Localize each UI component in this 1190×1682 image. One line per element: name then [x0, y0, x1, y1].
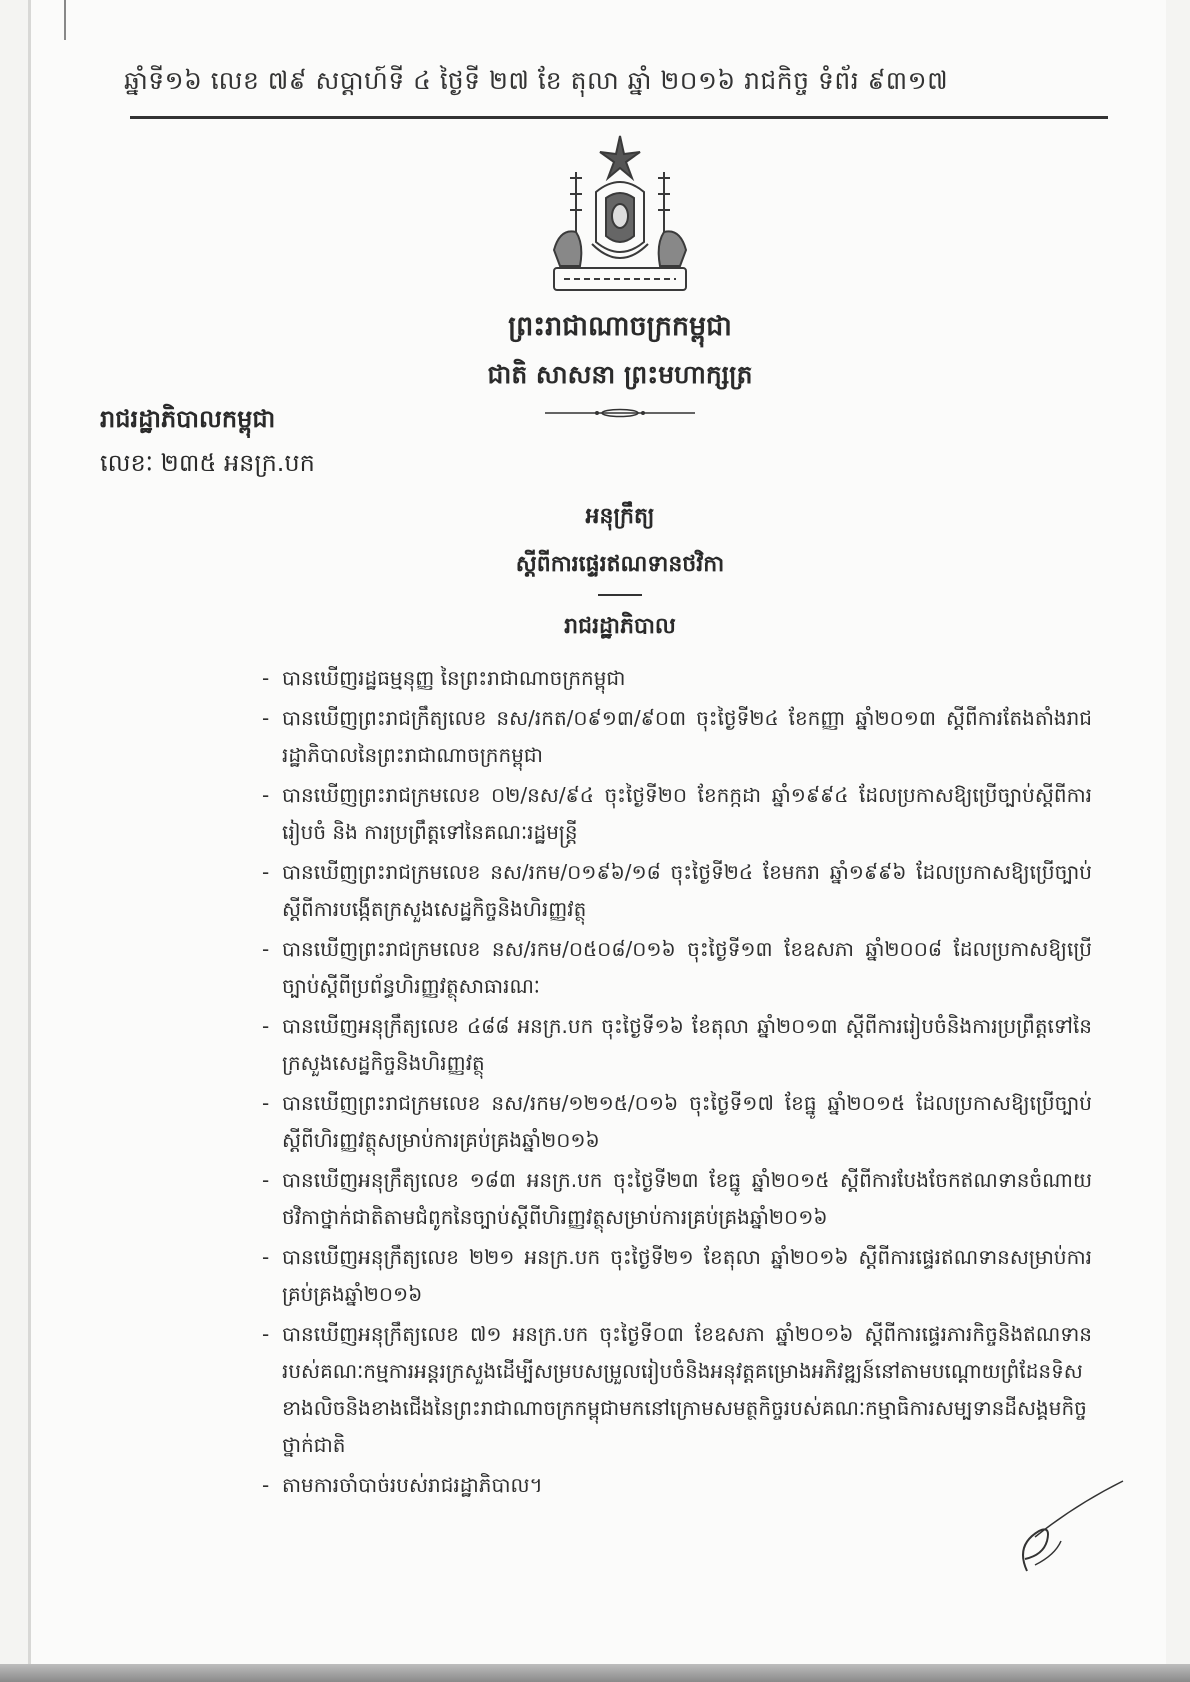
preamble-clauses — [262, 660, 1092, 1504]
document-number: លេខៈ ២៣៥ អនក្រ.បក — [100, 449, 315, 477]
scan-edge — [0, 1664, 1190, 1682]
issuing-authority: រាជរដ្ឋាភិបាល — [564, 614, 676, 639]
clause-item: - បានឃើញអនុក្រឹត្យលេខ ៧១ អនក្រ.បក ចុះថ្ងៃទី០៣ ខែឧសភា ឆ្នាំ២០១៦ ស្តីពីការផ្ទេរភារកិច្ចនិងឥណទានរបស់គណៈកម្មការអន្តរក្រសួងដើម្បីសម្របសម្រួលរៀបចំនិងអនុវត្តគម្រោងអភិវឌ្ឍន៍នៅតាមបណ្តោយព្រំដែនទិសខាងលិចនិងខាងជើងនៃព្រះរាជាណាចក្រកម្ពុជាមកនៅក្រោមសមត្ថកិច្ចរបស់គណៈកម្មាធិការសម្បទានដីសង្គមកិច្ចថ្នាក់ជាតិ — [262, 1316, 1092, 1464]
clause-item: - បានឃើញព្រះរាជក្រមលេខ នស/រកម/០១៩៦/១៨ ចុះថ្ងៃទី២៤ ខែមករា ឆ្នាំ១៩៩៦ ដែលប្រកាសឱ្យប្រើច្បាប់ស្តីពីការបង្កើតក្រសួងសេដ្ឋកិច្ចនិងហិរញ្ញវត្ថុ — [262, 854, 1092, 928]
clause-item: - បានឃើញព្រះរាជក្រមលេខ នស/រកម/០៥០៨/០១៦ ចុះថ្ងៃទី១៣ ខែឧសភា ឆ្នាំ២០០៨ ដែលប្រកាសឱ្យប្រើច្បាប់ស្តីពីប្រព័ន្ធហិរញ្ញវត្ថុសាធារណៈ — [262, 931, 1092, 1005]
royal-emblem-icon — [540, 132, 700, 302]
clause-item: - បានឃើញព្រះរាជក្រឹត្យលេខ នស/រកត/០៩១៣/៩០៣ ចុះថ្ងៃទី២៤ ខែកញ្ញា ឆ្នាំ២០១៣ ស្តីពីការតែងតាំងរាជរដ្ឋាភិបាលនៃព្រះរាជាណាចក្រកម្ពុជា — [262, 700, 1092, 774]
subject-divider — [598, 594, 642, 596]
gazette-header: ឆ្នាំទី១៦ លេខ ៧៩ សប្តាហ៍ទី ៤ ថ្ងៃទី ២៧ ខែ តុលា ឆ្នាំ ២០១៦ រាជកិច្ច ទំព័រ ៩៣១៧ — [124, 66, 949, 95]
document-subject: ស្តីពីការផ្ទេរឥណទានថវិកា — [515, 552, 725, 577]
issuer-name: រាជរដ្ឋាភិបាលកម្ពុជា — [100, 405, 276, 433]
handwritten-initial-icon — [995, 1475, 1125, 1575]
clause-item: - បានឃើញអនុក្រឹត្យលេខ ៤៨៨ អនក្រ.បក ចុះថ្ងៃទី១៦ ខែតុលា ឆ្នាំ២០១៣ ស្តីពីការរៀបចំនិងការប្រព្រឹត្តទៅនៃក្រសួងសេដ្ឋកិច្ចនិងហិរញ្ញវត្ថុ — [262, 1008, 1092, 1082]
clause-item: - បានឃើញអនុក្រឹត្យលេខ ២២១ អនក្រ.បក ចុះថ្ងៃទី២១ ខែតុលា ឆ្នាំ២០១៦ ស្តីពីការផ្ទេរឥណទានសម្រាប់ការគ្រប់គ្រងឆ្នាំ២០១៦ — [262, 1239, 1092, 1313]
national-motto: ជាតិ សាសនា ព្រះមហាក្សត្រ — [487, 360, 753, 389]
ornament-divider-icon — [545, 408, 695, 418]
document-type: អនុក្រឹត្យ — [585, 504, 655, 529]
clause-item: - បានឃើញរដ្ឋធម្មនុញ្ញ នៃព្រះរាជាណាចក្រកម្ពុជា — [262, 660, 1092, 697]
clause-item: - តាមការចាំបាច់របស់រាជរដ្ឋាភិបាល។ — [262, 1467, 1092, 1504]
header-divider — [130, 116, 1108, 119]
scan-mark — [64, 0, 66, 40]
clause-item: - បានឃើញអនុក្រឹត្យលេខ ១៨៣ អនក្រ.បក ចុះថ្ងៃទី២៣ ខែធ្នូ ឆ្នាំ២០១៥ ស្តីពីការបែងចែកឥណទានចំណាយថវិកាថ្នាក់ជាតិតាមជំពូកនៃច្បាប់ស្តីពីហិរញ្ញវត្ថុសម្រាប់ការគ្រប់គ្រងឆ្នាំ២០១៦ — [262, 1162, 1092, 1236]
clause-item: - បានឃើញព្រះរាជក្រមលេខ នស/រកម/១២១៥/០១៦ ចុះថ្ងៃទី១៧ ខែធ្នូ ឆ្នាំ២០១៥ ដែលប្រកាសឱ្យប្រើច្បាប់ស្តីពីហិរញ្ញវត្ថុសម្រាប់ការគ្រប់គ្រងឆ្នាំ២០១៦ — [262, 1085, 1092, 1159]
clause-item: - បានឃើញព្រះរាជក្រមលេខ ០២/នស/៩៤ ចុះថ្ងៃទី២០ ខែកក្កដា ឆ្នាំ១៩៩៤ ដែលប្រកាសឱ្យប្រើច្បាប់ស្តីពីការរៀបចំ និង ការប្រព្រឹត្តទៅនៃគណៈរដ្ឋមន្ត្រី — [262, 777, 1092, 851]
kingdom-name: ព្រះរាជាណាចក្រកម្ពុជា — [508, 311, 732, 342]
